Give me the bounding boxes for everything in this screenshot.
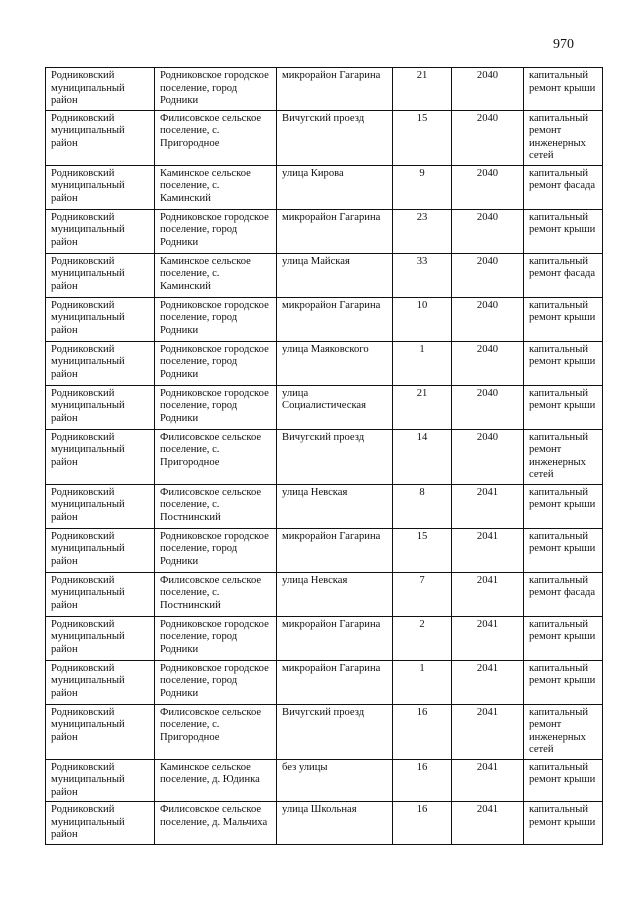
settlement-cell: Каминское сельское поселение, с. Каминский: [155, 165, 277, 209]
area-cell: Родниковский муниципальный район: [46, 572, 155, 616]
settlement-cell: Родниковское городское поселение, город Родники: [155, 341, 277, 385]
area-cell: Родниковский муниципальный район: [46, 616, 155, 660]
year-cell: 2041: [452, 572, 524, 616]
table-row: [46, 429, 603, 484]
street-cell: микрорайон Гагарина: [277, 660, 393, 704]
area-cell: Родниковский муниципальный район: [46, 68, 155, 111]
housing-repair-table: [45, 67, 603, 845]
table-row: [46, 616, 603, 660]
area-cell: Родниковский муниципальный район: [46, 110, 155, 165]
area-cell: Родниковский муниципальный район: [46, 297, 155, 341]
house-cell: 1: [393, 341, 452, 385]
area-cell: Родниковский муниципальный район: [46, 165, 155, 209]
work-type-cell: капитальный ремонт крыши: [524, 297, 603, 341]
street-cell: улица Школьная: [277, 802, 393, 845]
table-row: [46, 341, 603, 385]
settlement-cell: Родниковское городское поселение, город Родники: [155, 209, 277, 253]
table-row: [46, 802, 603, 845]
table-row: [46, 484, 603, 528]
street-cell: микрорайон Гагарина: [277, 297, 393, 341]
area-cell: Родниковский муниципальный район: [46, 759, 155, 802]
street-cell: микрорайон Гагарина: [277, 209, 393, 253]
settlement-cell: Родниковское городское поселение, город Родники: [155, 528, 277, 572]
settlement-cell: Каминское сельское поселение, с. Каминский: [155, 253, 277, 297]
settlement-cell: Филисовское сельское поселение, с. Пригородное: [155, 704, 277, 759]
year-cell: 2041: [452, 704, 524, 759]
street-cell: без улицы: [277, 759, 393, 802]
street-cell: улица Майская: [277, 253, 393, 297]
street-cell: улица Маяковского: [277, 341, 393, 385]
house-cell: 9: [393, 165, 452, 209]
work-type-cell: капитальный ремонт крыши: [524, 484, 603, 528]
year-cell: 2040: [452, 165, 524, 209]
settlement-cell: Филисовское сельское поселение, д. Мальчиха: [155, 802, 277, 845]
house-cell: 14: [393, 429, 452, 484]
area-cell: Родниковский муниципальный район: [46, 802, 155, 845]
settlement-cell: Родниковское городское поселение, город Родники: [155, 297, 277, 341]
street-cell: Вичугский проезд: [277, 429, 393, 484]
table-row: [46, 253, 603, 297]
street-cell: улица Кирова: [277, 165, 393, 209]
table-row: [46, 759, 603, 802]
work-type-cell: капитальный ремонт крыши: [524, 68, 603, 111]
table-row: [46, 297, 603, 341]
year-cell: 2041: [452, 616, 524, 660]
area-cell: Родниковский муниципальный район: [46, 429, 155, 484]
year-cell: 2040: [452, 429, 524, 484]
street-cell: микрорайон Гагарина: [277, 616, 393, 660]
work-type-cell: капитальный ремонт крыши: [524, 528, 603, 572]
settlement-cell: Филисовское сельское поселение, с. Постнинский: [155, 572, 277, 616]
table-row: [46, 209, 603, 253]
house-cell: 7: [393, 572, 452, 616]
settlement-cell: Каминское сельское поселение, д. Юдинка: [155, 759, 277, 802]
work-type-cell: капитальный ремонт инженерных сетей: [524, 704, 603, 759]
work-type-cell: капитальный ремонт фасада: [524, 253, 603, 297]
work-type-cell: капитальный ремонт крыши: [524, 759, 603, 802]
area-cell: Родниковский муниципальный район: [46, 704, 155, 759]
table-row: [46, 385, 603, 429]
table-row: [46, 110, 603, 165]
area-cell: Родниковский муниципальный район: [46, 660, 155, 704]
work-type-cell: капитальный ремонт крыши: [524, 209, 603, 253]
year-cell: 2040: [452, 68, 524, 111]
street-cell: Вичугский проезд: [277, 704, 393, 759]
work-type-cell: капитальный ремонт крыши: [524, 341, 603, 385]
street-cell: Вичугский проезд: [277, 110, 393, 165]
house-cell: 21: [393, 385, 452, 429]
house-cell: 16: [393, 704, 452, 759]
house-cell: 16: [393, 759, 452, 802]
table-row: [46, 704, 603, 759]
area-cell: Родниковский муниципальный район: [46, 253, 155, 297]
street-cell: улица Невская: [277, 484, 393, 528]
work-type-cell: капитальный ремонт крыши: [524, 385, 603, 429]
year-cell: 2040: [452, 209, 524, 253]
house-cell: 1: [393, 660, 452, 704]
work-type-cell: капитальный ремонт инженерных сетей: [524, 429, 603, 484]
page-number: 970: [553, 37, 574, 52]
settlement-cell: Родниковское городское поселение, город Родники: [155, 616, 277, 660]
work-type-cell: капитальный ремонт фасада: [524, 165, 603, 209]
settlement-cell: Филисовское сельское поселение, с. Постнинский: [155, 484, 277, 528]
house-cell: 10: [393, 297, 452, 341]
table-row: [46, 660, 603, 704]
year-cell: 2040: [452, 297, 524, 341]
year-cell: 2041: [452, 528, 524, 572]
settlement-cell: Родниковское городское поселение, город Родники: [155, 660, 277, 704]
street-cell: улица Социалистическая: [277, 385, 393, 429]
house-cell: 21: [393, 68, 452, 111]
house-cell: 23: [393, 209, 452, 253]
work-type-cell: капитальный ремонт крыши: [524, 660, 603, 704]
year-cell: 2040: [452, 110, 524, 165]
year-cell: 2041: [452, 759, 524, 802]
house-cell: 15: [393, 110, 452, 165]
area-cell: Родниковский муниципальный район: [46, 341, 155, 385]
house-cell: 15: [393, 528, 452, 572]
year-cell: 2040: [452, 385, 524, 429]
area-cell: Родниковский муниципальный район: [46, 385, 155, 429]
year-cell: 2041: [452, 802, 524, 845]
work-type-cell: капитальный ремонт крыши: [524, 802, 603, 845]
area-cell: Родниковский муниципальный район: [46, 484, 155, 528]
table-row: [46, 528, 603, 572]
area-cell: Родниковский муниципальный район: [46, 528, 155, 572]
year-cell: 2040: [452, 253, 524, 297]
table-body: [46, 68, 603, 845]
work-type-cell: капитальный ремонт фасада: [524, 572, 603, 616]
house-cell: 2: [393, 616, 452, 660]
settlement-cell: Филисовское сельское поселение, с. Пригородное: [155, 110, 277, 165]
year-cell: 2041: [452, 484, 524, 528]
area-cell: Родниковский муниципальный район: [46, 209, 155, 253]
year-cell: 2041: [452, 660, 524, 704]
house-cell: 33: [393, 253, 452, 297]
street-cell: микрорайон Гагарина: [277, 528, 393, 572]
work-type-cell: капитальный ремонт крыши: [524, 616, 603, 660]
work-type-cell: капитальный ремонт инженерных сетей: [524, 110, 603, 165]
table-row: [46, 572, 603, 616]
street-cell: микрорайон Гагарина: [277, 68, 393, 111]
house-cell: 8: [393, 484, 452, 528]
street-cell: улица Невская: [277, 572, 393, 616]
settlement-cell: Филисовское сельское поселение, с. Пригородное: [155, 429, 277, 484]
table-row: [46, 165, 603, 209]
table-row: [46, 68, 603, 111]
house-cell: 16: [393, 802, 452, 845]
settlement-cell: Родниковское городское поселение, город Родники: [155, 385, 277, 429]
settlement-cell: Родниковское городское поселение, город Родники: [155, 68, 277, 111]
year-cell: 2040: [452, 341, 524, 385]
